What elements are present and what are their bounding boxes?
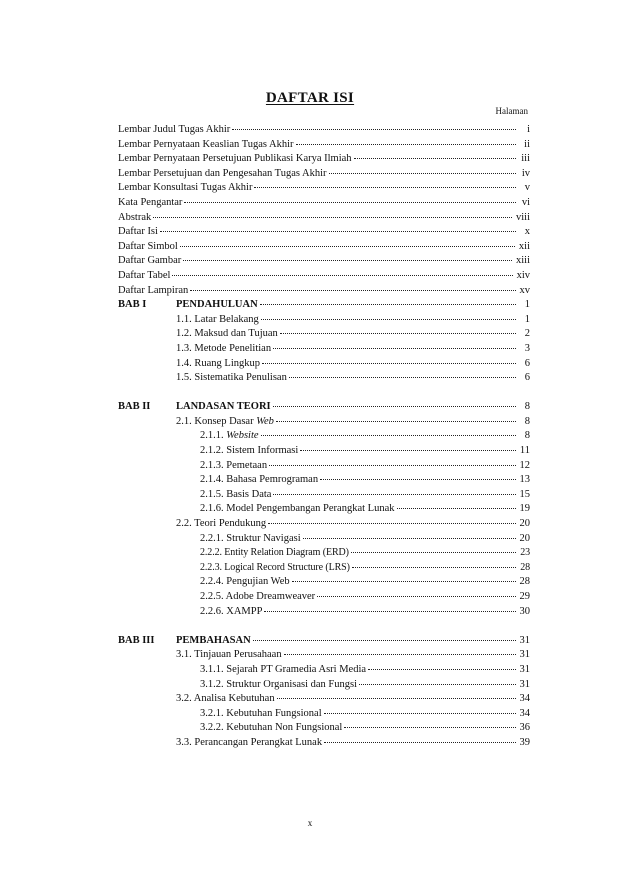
toc-entry-title xyxy=(200,562,350,573)
toc-page-number: 13 xyxy=(519,474,530,486)
toc-page-number: viii xyxy=(515,211,530,223)
toc-page-number: 29 xyxy=(519,591,530,602)
footer-page-number: x xyxy=(307,818,313,828)
toc-entry-title xyxy=(176,299,258,310)
toc-page-number: 34 xyxy=(519,707,530,719)
toc-page-number: xii xyxy=(518,240,530,252)
dot-leader xyxy=(300,450,516,451)
toc-entry-title xyxy=(200,474,318,485)
toc-entry-text: 2.1.6. Model Pengembangan Perangkat Lunak xyxy=(200,503,395,515)
dot-leader xyxy=(180,246,515,247)
toc-page-number: 31 xyxy=(519,649,530,661)
toc-entry-title xyxy=(200,547,349,558)
toc-entry-text: 3.1. Tinjauan Perusahaan xyxy=(176,649,282,661)
toc-entry-title xyxy=(200,489,271,500)
toc-page-number: 8 xyxy=(524,415,530,427)
toc-page-number: 31 xyxy=(519,663,530,675)
toc-entry-text: 3.2.2. Kebutuhan Non Fungsional xyxy=(200,722,343,734)
toc-entry-title xyxy=(176,518,266,529)
toc-page-number: 2 xyxy=(524,328,530,340)
toc-entry-text: 2.1.5. Basis Data xyxy=(200,488,272,500)
toc-row xyxy=(118,547,530,562)
toc-entry-title xyxy=(200,460,267,471)
toc-entry-text: 2.1.3. Pemetaan xyxy=(200,459,268,471)
toc-entry-title xyxy=(200,679,357,690)
toc-page-number: x xyxy=(524,226,530,238)
dot-leader xyxy=(280,333,516,334)
toc-chapter-row xyxy=(118,635,530,650)
toc-entry-title xyxy=(200,503,395,514)
toc-page-number: 28 xyxy=(519,576,530,588)
toc-row xyxy=(118,708,530,723)
toc-entry-title xyxy=(200,591,315,602)
toc-row xyxy=(118,124,530,139)
toc-row xyxy=(118,270,530,285)
toc-row xyxy=(118,722,530,737)
toc-entry-text: Kata Pengantar xyxy=(118,196,183,208)
toc-page-number: 3 xyxy=(524,342,530,354)
toc-entry-text: 2.1.2. Sistem Informasi xyxy=(200,445,299,457)
toc-entry-text: Lembar Konsultasi Tugas Akhir xyxy=(118,182,253,194)
toc-chapter-number: BAB III xyxy=(118,634,155,646)
dot-leader xyxy=(296,144,516,145)
toc-entry-text: 3.1.1. Sejarah PT Gramedia Asri Media xyxy=(200,663,367,675)
toc-row xyxy=(118,182,530,197)
toc-entry-title xyxy=(176,358,260,369)
toc-entry-title xyxy=(200,664,366,675)
toc-entry-title xyxy=(176,401,271,412)
toc-entry-text: 2.2.3. Logical Record Structure (LRS) xyxy=(200,561,350,573)
dot-leader xyxy=(172,275,512,276)
toc-entry-title xyxy=(200,576,290,587)
toc-row xyxy=(118,212,530,227)
toc-page-number: v xyxy=(524,182,530,194)
toc-page-number: 8 xyxy=(524,430,530,442)
toc-entry-title xyxy=(200,708,322,719)
dot-leader xyxy=(284,654,516,655)
toc-page-number: xv xyxy=(519,284,530,296)
toc-row xyxy=(118,358,530,373)
toc-entry-title xyxy=(200,430,259,441)
toc-page-number: 19 xyxy=(519,503,530,515)
toc-page-number: 39 xyxy=(519,736,530,748)
toc-entry-title xyxy=(118,285,188,296)
toc-row xyxy=(118,693,530,708)
toc-entry-text: 1.3. Metode Penelitian xyxy=(176,342,272,354)
toc-entry-title xyxy=(118,270,170,281)
toc-entry-title xyxy=(200,533,301,544)
toc-entry-text: 2.2.6. XAMPP xyxy=(200,605,263,617)
toc-entry-text: Lembar Pernyataan Persetujuan Publikasi Karya Ilmiah xyxy=(118,153,352,165)
dot-leader xyxy=(261,435,516,436)
table-of-contents xyxy=(118,124,530,752)
toc-row xyxy=(118,285,530,300)
page-column-label: Halaman xyxy=(495,106,528,116)
dot-leader xyxy=(273,494,515,495)
toc-entry-text: Daftar Tabel xyxy=(118,269,171,281)
toc-row xyxy=(118,372,530,387)
toc-page-number: 8 xyxy=(524,401,530,413)
dot-leader xyxy=(232,129,516,130)
toc-entry-title xyxy=(200,722,342,733)
toc-entry-title xyxy=(176,343,271,354)
toc-row xyxy=(118,139,530,154)
toc-entry-text: 2.2.5. Adobe Dreamweaver xyxy=(200,591,316,602)
toc-entry-title xyxy=(118,226,158,237)
toc-row xyxy=(118,460,530,475)
toc-entry-title xyxy=(118,212,151,223)
toc-row xyxy=(118,489,530,504)
toc-entry-title xyxy=(118,241,178,252)
toc-row xyxy=(118,503,530,518)
toc-entry-text: Abstrak xyxy=(118,211,152,223)
toc-entry-text: 2.1.1. xyxy=(200,430,227,442)
toc-entry-title xyxy=(118,153,352,164)
dot-leader xyxy=(260,304,516,305)
dot-leader xyxy=(262,363,516,364)
toc-entry-text: PENDAHULUAN xyxy=(176,299,258,311)
toc-row xyxy=(118,255,530,270)
toc-row xyxy=(118,226,530,241)
toc-row xyxy=(118,576,530,591)
dot-leader xyxy=(264,611,515,612)
toc-row xyxy=(118,649,530,664)
toc-entry-title xyxy=(176,649,282,660)
toc-row xyxy=(118,314,530,329)
toc-row xyxy=(118,474,530,489)
toc-entry-title xyxy=(176,693,275,704)
dot-leader xyxy=(359,684,515,685)
toc-page-number: 12 xyxy=(519,459,530,471)
toc-entry-text: 1.2. Maksud dan Tujuan xyxy=(176,328,278,340)
page-title: DAFTAR ISI xyxy=(265,90,355,106)
dot-leader xyxy=(354,158,516,159)
toc-chapter-number: BAB II xyxy=(118,401,151,413)
toc-entry-title xyxy=(118,139,294,150)
toc-page-number: ii xyxy=(524,138,530,150)
toc-entry-italic-text: Website xyxy=(226,430,259,442)
toc-row xyxy=(118,416,530,431)
toc-row xyxy=(118,664,530,679)
toc-entry-text: Daftar Lampiran xyxy=(118,284,189,296)
dot-leader xyxy=(273,348,516,349)
dot-leader xyxy=(153,217,512,218)
dot-leader xyxy=(273,406,516,407)
dot-leader xyxy=(292,581,516,582)
toc-row xyxy=(118,562,530,577)
toc-entry-title xyxy=(176,635,251,646)
toc-entry-text: Lembar Pernyataan Keaslian Tugas Akhir xyxy=(118,138,294,150)
dot-leader xyxy=(324,742,515,743)
toc-chapter-number: BAB I xyxy=(118,299,147,311)
dot-leader xyxy=(344,727,515,728)
dot-leader xyxy=(190,290,515,291)
toc-entry-text: Lembar Persetujuan dan Pengesahan Tugas Akhir xyxy=(118,167,327,179)
toc-entry-text: 1.1. Latar Belakang xyxy=(176,313,259,325)
toc-row xyxy=(118,737,530,752)
toc-page-number: 1 xyxy=(524,299,530,311)
toc-entry-text: 1.4. Ruang Lingkup xyxy=(176,357,260,369)
toc-page-number: 20 xyxy=(519,518,530,530)
toc-page-number: i xyxy=(527,124,530,135)
toc-entry-title xyxy=(200,606,262,617)
toc-page-number: iii xyxy=(521,153,530,165)
toc-page-number: 15 xyxy=(519,488,530,500)
dot-leader xyxy=(352,567,516,568)
toc-page-number: vi xyxy=(521,196,530,208)
toc-entry-text: 2.2.1. Struktur Navigasi xyxy=(200,532,301,544)
toc-entry-text: 1.5. Sistematika Penulisan xyxy=(176,372,287,384)
toc-row xyxy=(118,197,530,212)
toc-page-number: 28 xyxy=(520,561,530,573)
dot-leader xyxy=(253,640,516,641)
dot-leader xyxy=(261,319,516,320)
toc-page-number: 11 xyxy=(519,445,530,457)
toc-entry-title xyxy=(176,314,259,325)
toc-entry-title xyxy=(118,124,230,135)
toc-chapter-row xyxy=(118,299,530,314)
dot-leader xyxy=(268,523,515,524)
toc-entry-text: Daftar Simbol xyxy=(118,240,178,252)
toc-row xyxy=(118,591,530,606)
toc-row xyxy=(118,343,530,358)
dot-leader xyxy=(277,698,516,699)
toc-page-number: 36 xyxy=(519,722,530,734)
toc-entry-text: 2.2.2. Entity Relation Diagram (ERD) xyxy=(200,547,349,559)
toc-row xyxy=(118,241,530,256)
toc-entry-text: PEMBAHASAN xyxy=(176,634,251,646)
toc-entry-title xyxy=(118,197,182,208)
toc-page-number: xiii xyxy=(515,255,530,267)
toc-page-number: 30 xyxy=(519,605,530,617)
dot-leader xyxy=(368,669,515,670)
toc-row xyxy=(118,153,530,168)
dot-leader xyxy=(397,508,516,509)
toc-entry-text: 3.3. Perancangan Perangkat Lunak xyxy=(176,736,323,748)
dot-leader xyxy=(160,231,516,232)
toc-row xyxy=(118,606,530,621)
toc-entry-text: 3.1.2. Struktur Organisasi dan Fungsi xyxy=(200,678,358,690)
toc-row xyxy=(118,679,530,694)
dot-leader xyxy=(317,596,515,597)
toc-page-number: 1 xyxy=(524,313,530,325)
toc-chapter-row xyxy=(118,401,530,416)
toc-entry-title xyxy=(176,372,287,383)
toc-entry-title xyxy=(176,328,278,339)
dot-leader xyxy=(351,552,516,553)
dot-leader xyxy=(183,260,512,261)
toc-entry-title xyxy=(118,255,181,266)
toc-entry-title xyxy=(118,182,252,193)
dot-leader xyxy=(254,187,516,188)
toc-page-number: 31 xyxy=(519,634,530,646)
toc-entry-text: Daftar Gambar xyxy=(118,255,182,267)
toc-entry-text: 2.1.4. Bahasa Pemrograman xyxy=(200,474,319,486)
toc-entry-text: Lembar Judul Tugas Akhir xyxy=(118,124,231,135)
dot-leader xyxy=(184,202,516,203)
dot-leader xyxy=(303,538,516,539)
toc-page-number: 34 xyxy=(519,693,530,705)
toc-entry-text: 3.2. Analisa Kebutuhan xyxy=(176,693,275,705)
toc-page-number: xiv xyxy=(516,269,530,281)
toc-page-number: 20 xyxy=(519,532,530,544)
toc-page-number: 31 xyxy=(519,678,530,690)
toc-page-number: iv xyxy=(521,167,530,179)
toc-entry-italic-text: Web xyxy=(256,415,274,427)
dot-leader xyxy=(289,377,516,378)
toc-entry-title xyxy=(118,168,327,179)
toc-row xyxy=(118,430,530,445)
toc-page-number: 6 xyxy=(524,372,530,384)
toc-entry-title xyxy=(200,445,298,456)
toc-entry-text: Daftar Isi xyxy=(118,226,158,238)
dot-leader xyxy=(276,421,516,422)
toc-entry-text: 2.2. Teori Pendukung xyxy=(176,518,267,530)
toc-entry-text: LANDASAN TEORI xyxy=(176,401,271,413)
toc-entry-text: 3.2.1. Kebutuhan Fungsional xyxy=(200,707,322,719)
toc-row xyxy=(118,518,530,533)
toc-row xyxy=(118,533,530,548)
toc-page-number: 23 xyxy=(520,547,530,559)
dot-leader xyxy=(269,465,515,466)
dot-leader xyxy=(324,713,516,714)
toc-entry-title xyxy=(176,416,274,427)
dot-leader xyxy=(320,479,515,480)
dot-leader xyxy=(329,173,516,174)
toc-row xyxy=(118,445,530,460)
toc-entry-text: 2.2.4. Pengujian Web xyxy=(200,576,290,588)
toc-page-number: 6 xyxy=(524,357,530,369)
toc-entry-text: 2.1. Konsep Dasar xyxy=(176,415,257,427)
toc-row xyxy=(118,328,530,343)
toc-entry-title xyxy=(176,737,322,748)
toc-row xyxy=(118,168,530,183)
